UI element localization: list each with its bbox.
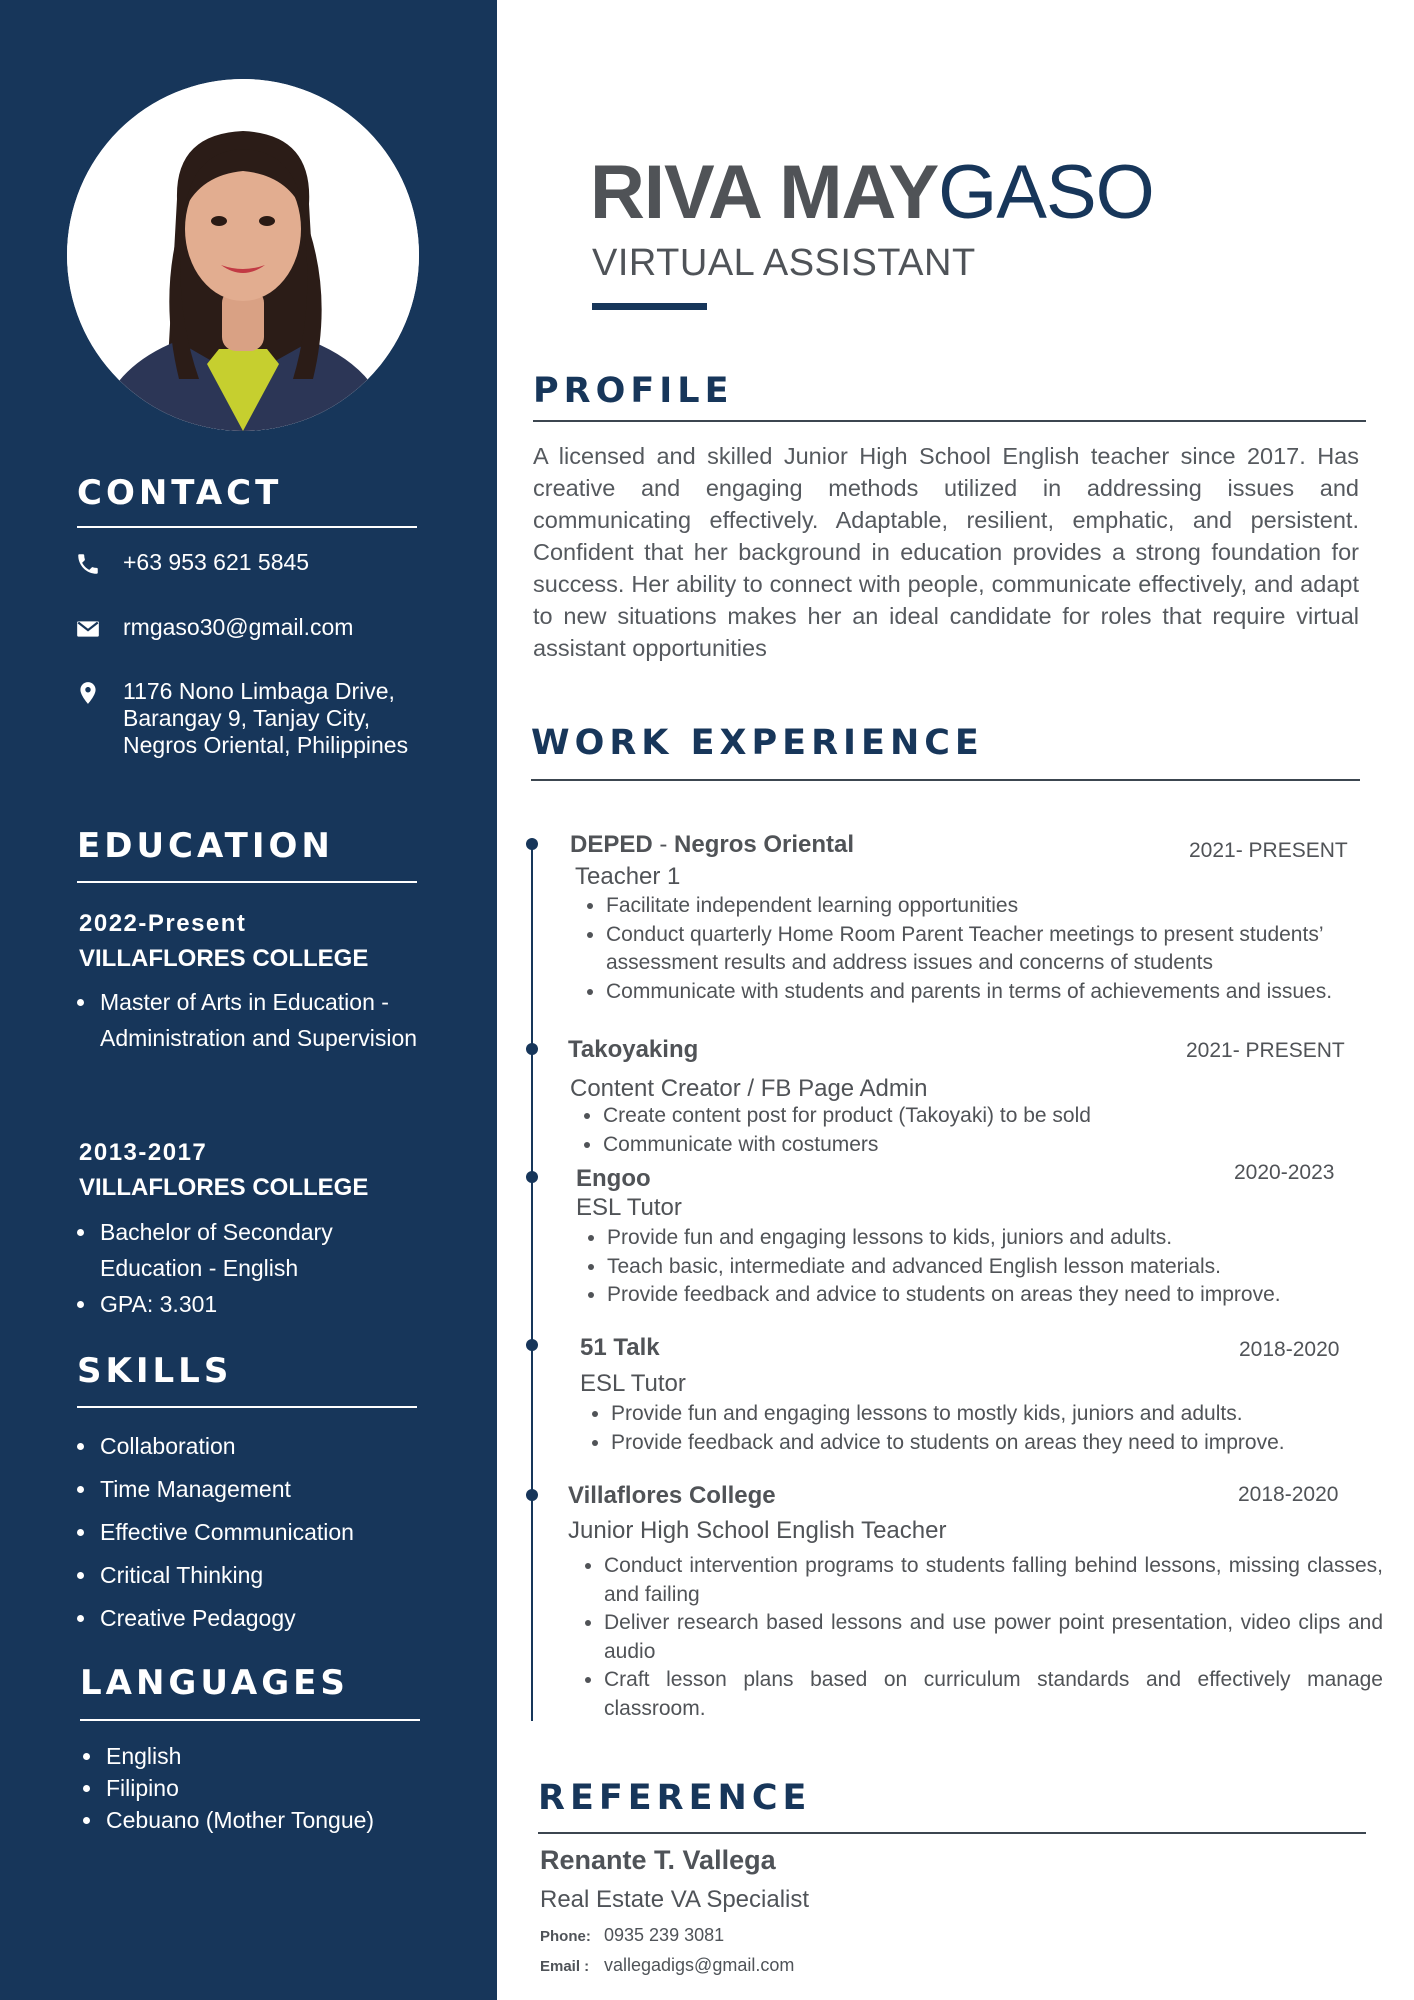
address-line: Barangay 9, Tanjay City, <box>123 705 371 731</box>
education-years: 2022-Present <box>79 910 247 937</box>
address-line: Negros Oriental, Philippines <box>123 732 409 758</box>
phone-icon <box>75 551 101 577</box>
contact-divider <box>77 526 417 528</box>
location-pin-icon <box>75 680 101 706</box>
job-duty: • Provide feedback and advice to students on areas they need to improve. <box>611 1429 1397 1458</box>
job-role: Content Creator / FB Page Admin <box>570 1075 928 1102</box>
company-location: Negros Oriental <box>674 831 855 858</box>
reference-phone-row <box>540 1925 724 1946</box>
reference-email-row <box>540 1955 794 1976</box>
reference-heading: REFERENCE <box>538 1778 812 1818</box>
company-name: DEPED <box>570 831 653 858</box>
timeline-dot <box>526 1043 538 1055</box>
education-degree: • Master of Arts in Education - Administration and Supervision <box>98 984 448 1056</box>
job-period: 2018-2020 <box>1239 1338 1340 1361</box>
job-role: ESL Tutor <box>580 1370 686 1397</box>
reference-phone: 0935 239 3081 <box>604 1925 725 1945</box>
profile-photo <box>67 79 419 431</box>
job-duty: • Facilitate independent learning opportunities <box>606 892 1392 921</box>
education-degree-list <box>60 984 448 1056</box>
profile-summary: A licensed and skilled Junior High School English teacher since 2017. Has creative and engaging methods utilized in addressing issues and communicating effectively. Adaptable, resilient, emphatic, and persistent. Confident that her background in education provides a strong foundation for success. Her ability to connect with people, communicate effectively, and adapt to new situations makes her an ideal candidate for roles that require virtual assistant opportunities <box>533 443 1359 661</box>
candidate-name <box>590 148 1154 238</box>
job-duty: • Deliver research based lessons and use power point presentation, video clips and audio <box>604 1609 1383 1666</box>
job-duty: • Provide fun and engaging lessons to mostly kids, juniors and adults. <box>611 1400 1397 1429</box>
job-role: Teacher 1 <box>575 863 681 890</box>
skill-item: • Collaboration <box>98 1425 354 1468</box>
education-heading: EDUCATION <box>77 826 334 866</box>
job-company <box>570 831 854 859</box>
reference-role: Real Estate VA Specialist <box>540 1886 810 1913</box>
job-role: ESL Tutor <box>576 1194 682 1221</box>
job-duty: • Create content post for product (Takoyaki) to be sold <box>603 1102 1363 1131</box>
timeline-dot <box>526 1339 538 1351</box>
envelope-icon <box>75 616 101 642</box>
company-name: 51 Talk <box>580 1334 660 1361</box>
language-item: • Filipino <box>104 1772 374 1804</box>
education-school: VILLAFLORES COLLEGE <box>79 945 369 972</box>
skills-heading: SKILLS <box>77 1351 233 1391</box>
job-duty: • Provide fun and engaging lessons to kids, juniors and adults. <box>607 1224 1393 1253</box>
skill-item: • Effective Communication <box>98 1511 354 1554</box>
profile-heading: PROFILE <box>533 371 734 411</box>
job-duties <box>570 1552 1383 1723</box>
job-duties <box>573 1224 1393 1310</box>
education-gpa: • GPA: 3.301 <box>98 1286 388 1322</box>
job-duty: • Communicate with students and parents in terms of achievements and issues. <box>606 978 1392 1007</box>
education-degree-list <box>60 1214 388 1322</box>
profile-portrait-illustration <box>67 79 419 431</box>
reference-name: Renante T. Vallega <box>540 1845 776 1875</box>
job-duty: • Conduct quarterly Home Room Parent Teacher meetings to present students’ assessment results and address issues and concerns of students <box>606 921 1392 978</box>
reference-divider <box>538 1832 1366 1834</box>
timeline-dot <box>526 1489 538 1501</box>
company-name: Takoyaking <box>568 1036 699 1063</box>
job-period: 2021- PRESENT <box>1189 839 1348 862</box>
reference-email-label: Email : <box>540 1958 590 1975</box>
reference-phone-label: Phone: <box>540 1928 591 1945</box>
contact-address <box>123 678 408 759</box>
contact-heading: CONTACT <box>77 473 283 513</box>
timeline-dot <box>526 1171 538 1183</box>
education-degree: • Bachelor of Secondary Education - English <box>98 1214 388 1286</box>
candidate-title: VIRTUAL ASSISTANT <box>592 242 976 284</box>
languages-divider <box>80 1719 420 1721</box>
sidebar <box>0 0 497 2000</box>
job-duty: • Provide feedback and advice to students on areas they need to improve. <box>607 1281 1393 1310</box>
education-school: VILLAFLORES COLLEGE <box>79 1174 369 1201</box>
skill-item: • Creative Pedagogy <box>98 1597 354 1640</box>
timeline-dot <box>526 838 538 850</box>
education-years: 2013-2017 <box>79 1139 208 1166</box>
job-duty: • Communicate with costumers <box>603 1131 1363 1160</box>
contact-phone-row <box>75 549 309 577</box>
job-duty: • Teach basic, intermediate and advanced English lesson materials. <box>607 1253 1393 1282</box>
timeline-line <box>531 843 533 1721</box>
job-period: 2020-2023 <box>1234 1161 1335 1184</box>
skill-item: • Time Management <box>98 1468 354 1511</box>
job-duty: • Conduct intervention programs to students falling behind lessons, missing classes, and failing <box>604 1552 1383 1609</box>
company-name: Engoo <box>576 1165 651 1192</box>
job-duty: • Craft lesson plans based on curriculum standards and effectively manage classroom. <box>604 1666 1383 1723</box>
education-divider <box>77 881 417 883</box>
contact-email-row <box>75 614 353 642</box>
profile-divider <box>533 420 1366 422</box>
skills-divider <box>77 1406 417 1408</box>
languages-heading: LANGUAGES <box>80 1663 349 1703</box>
job-duties <box>569 1102 1363 1159</box>
language-item: • English <box>104 1740 374 1772</box>
job-duties <box>572 892 1392 1006</box>
reference-email: vallegadigs@gmail.com <box>604 1955 795 1975</box>
title-accent-bar <box>592 303 707 310</box>
skill-item: • Critical Thinking <box>98 1554 354 1597</box>
job-duties <box>577 1400 1397 1457</box>
languages-list <box>66 1740 374 1836</box>
skills-list <box>60 1425 354 1640</box>
work-experience-heading: WORK EXPERIENCE <box>531 723 984 763</box>
contact-phone: +63 953 621 5845 <box>123 549 310 575</box>
first-name: RIVA MAY <box>590 150 939 235</box>
company-name: Villaflores College <box>568 1482 776 1509</box>
job-role: Junior High School English Teacher <box>568 1517 947 1544</box>
job-period: 2021- PRESENT <box>1186 1039 1345 1062</box>
work-experience-divider <box>531 779 1360 781</box>
last-name: GASO <box>938 150 1154 235</box>
language-item: • Cebuano (Mother Tongue) <box>104 1804 374 1836</box>
job-period: 2018-2020 <box>1238 1483 1339 1506</box>
contact-address-row <box>75 678 408 759</box>
address-line: 1176 Nono Limbaga Drive, <box>123 678 395 704</box>
contact-email: rmgaso30@gmail.com <box>123 614 354 640</box>
company-separator: - <box>652 831 675 858</box>
